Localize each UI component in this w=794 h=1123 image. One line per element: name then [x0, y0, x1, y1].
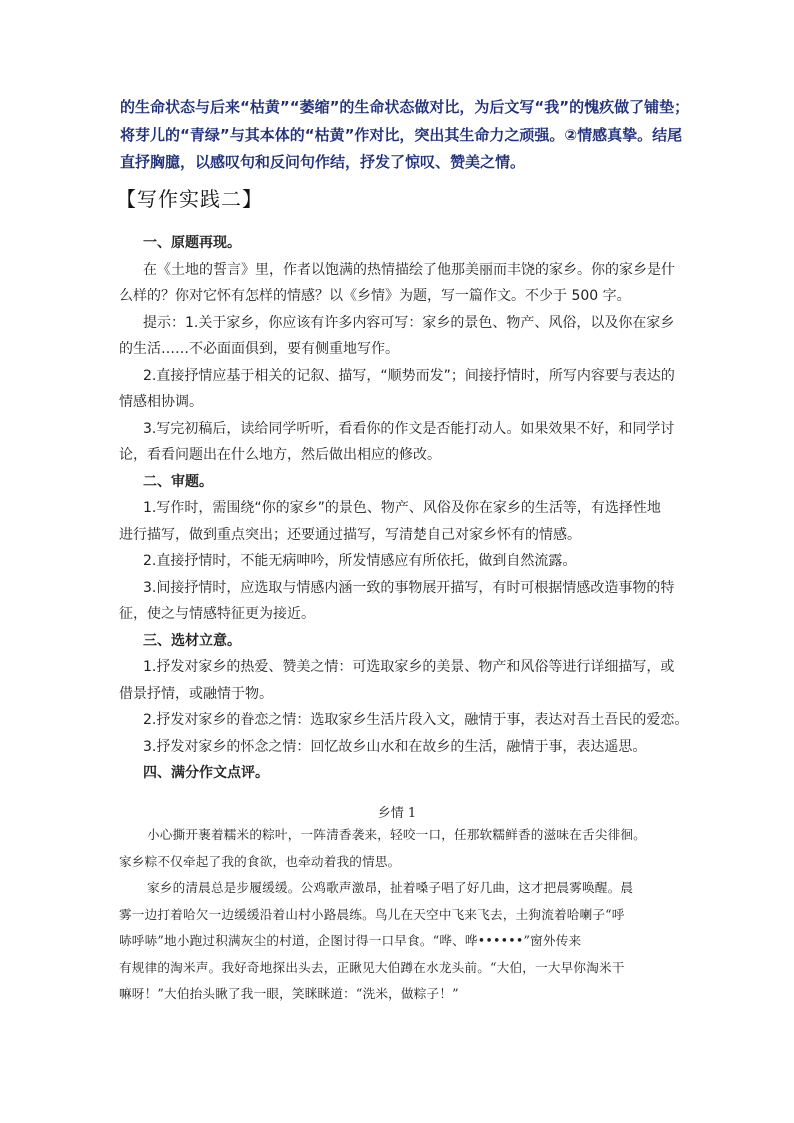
intro-commentary	[120, 94, 690, 177]
part1-line: 么样的？你对它怀有怎样的情感？以《乡情》为题，写一篇作文。不少于 500 字。	[119, 288, 631, 304]
essay-body	[119, 822, 679, 1008]
part1-line: 在《土地的誓言》里，作者以饱满的热情描绘了他那美丽而丰饶的家乡。你的家乡是什	[143, 261, 675, 278]
essay-title: 乡情 1	[377, 806, 417, 821]
part1-line: 提示：1.关于家乡，你应该有许多内容可写：家乡的景色、物产、风俗，以及你在家乡	[143, 314, 675, 331]
part1-line: 情感相协调。	[119, 394, 203, 410]
part2-line: 3.间接抒情时，应选取与情感内涵一致的事物展开描写，有时可根据情感改造事物的特	[143, 579, 675, 596]
part2-line: 2.直接抒情时，不能无病呻吟，所发情感应有所依托，做到自然流露。	[143, 553, 577, 569]
part2-line: 进行描写，做到重点突出；还要通过描写，写清楚自己对家乡怀有的情感。	[119, 526, 581, 543]
part1-line: 论，看看问题出在什么地方，然后做出相应的修改。	[119, 447, 441, 463]
part3-line: 3.抒发对家乡的怀念之情：回忆故乡山水和在故乡的生活，融情于事，表达遥思。	[143, 738, 647, 755]
part1-original-prompt	[119, 230, 689, 787]
part2-line: 1.写作时，需围绕“你的家乡”的景色、物产、风俗及你在家乡的生活等，有选择性地	[143, 500, 661, 516]
part2-line: 征，使之与情感特征更为接近。	[119, 606, 315, 622]
part1-heading: 一、原题再现。	[143, 235, 241, 251]
section-title: 【写作实践二】	[116, 187, 263, 211]
intro-line: 将芽儿的“青绿”与其本体的“枯黄”作对比，突出其生命力之顽强。②情感真挚。结尾	[120, 125, 683, 144]
part3-line: 1.抒发对家乡的热爱、赞美之情：可选取家乡的美景、物产和风俗等进行详细描写，或	[143, 659, 675, 675]
intro-line: 直抒胸臆，以感叹句和反问句作结，抒发了惊叹、赞美之情。	[120, 153, 526, 171]
part1-line: 2.直接抒情应基于相关的记叙、描写，“顺势而发”；间接抒情时，所写内容要与表达的	[143, 367, 675, 384]
essay-line: 小心撕开裹着糯米的粽叶，一阵清香袭来，轻咬一口，任那软糯鲜香的滋味在舌尖徘徊。	[147, 827, 646, 842]
essay-line: 雾一边打着哈欠一边缓缓沿着山村小路晨练。鸟儿在天空中飞来飞去，土狗流着哈喇子“呼	[119, 906, 625, 922]
intro-line: 的生命状态与后来“枯黄”“萎缩”的生命状态做对比，为后文写“我”的愧疚做了铺垫；	[120, 98, 690, 116]
part2-heading: 二、审题。	[143, 473, 213, 490]
part3-line: 借景抒情，或融情于物。	[119, 685, 273, 702]
essay-line: 嘛呀！”大伯抬头瞅了我一眼，笑眯眯道：“洗米，做粽子！”	[119, 986, 459, 1001]
part3-line: 2.抒发对家乡的眷恋之情：选取家乡生活片段入文，融情于事，表达对吾土吾民的爱恋。	[143, 712, 689, 728]
essay-line: 家乡粽不仅牵起了我的食欲，也牵动着我的情思。	[119, 853, 401, 869]
essay-line: 家乡的清晨总是步履缓缓。公鸡歌声激昂，扯着嗓子唱了好几曲，这才把晨雾唤醒。晨	[147, 880, 634, 895]
part3-heading: 三、选材立意。	[143, 632, 241, 649]
essay-line: 有规律的淘米声。我好奇地探出头去，正瞅见大伯蹲在水龙头前。“大伯，一大早你淘米干	[119, 959, 625, 975]
essay-line: 哧呼哧”地小跑过积满灰尘的村道，企图讨得一口早食。“哗、哗••••••”窗外传来	[119, 933, 582, 948]
part4-heading: 四、满分作文点评。	[143, 765, 269, 781]
part1-line: 的生活……不必面面俱到，要有侧重地写作。	[119, 341, 399, 357]
part1-line: 3.写完初稿后，读给同学听听，看看你的作文是否能打动人。如果效果不好，和同学讨	[143, 420, 675, 437]
